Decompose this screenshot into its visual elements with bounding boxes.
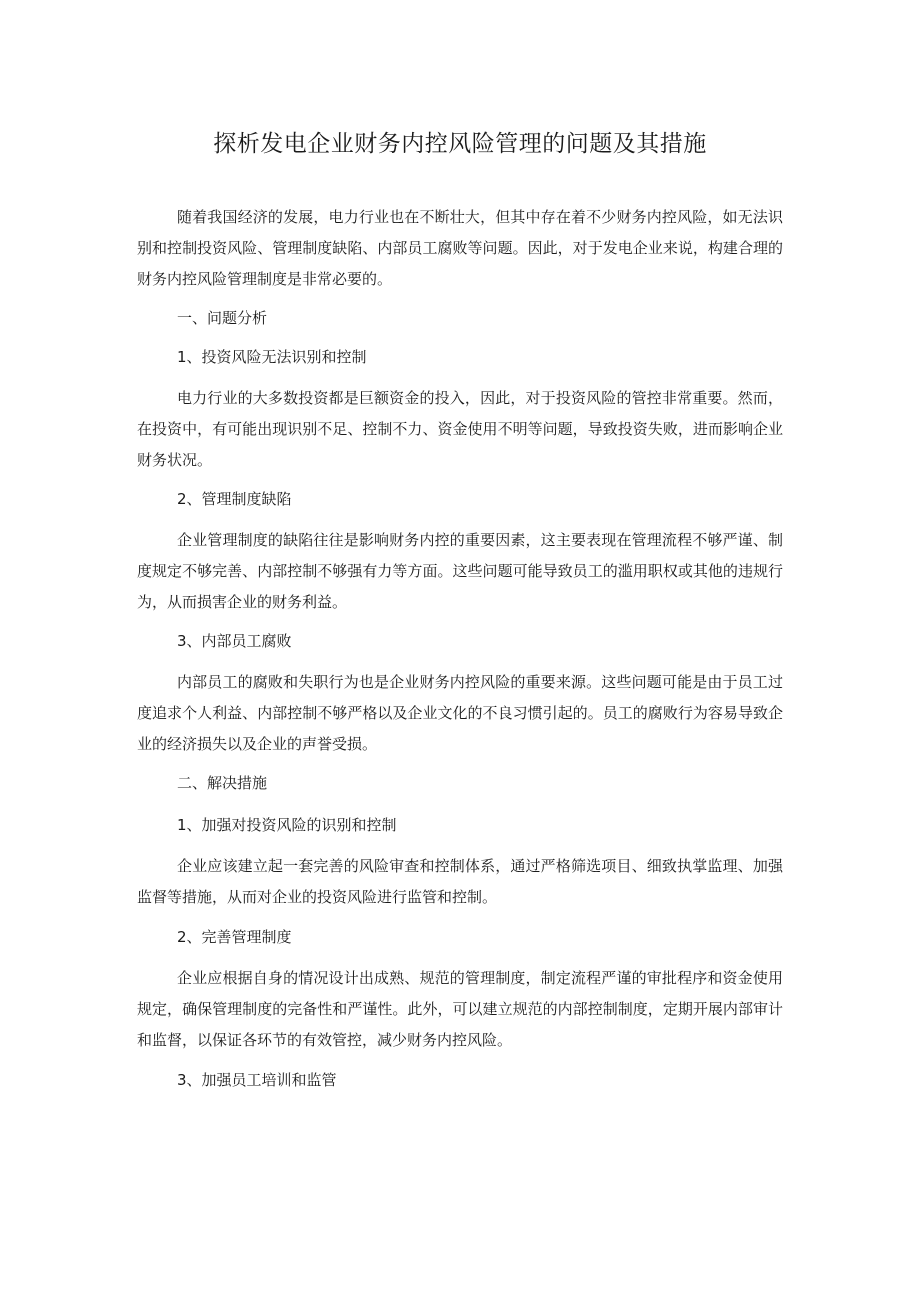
section-1-heading: 一、问题分析 bbox=[177, 309, 268, 327]
section-1-item-3-paragraph: 内部员工的腐败和失职行为也是企业财务内控风险的重要来源。这些问题可能是由于员工过度追求个人利益、内部控制不够严格以及企业文化的不良习惯引起的。员工的腐败行为容易导致企业的经济损失以及企业的声誉受损。 bbox=[137, 673, 783, 753]
section-2-item-3-heading: 3、加强员工培训和监管 bbox=[177, 1071, 337, 1089]
section-2-item-2-paragraph: 企业应根据自身的情况设计出成熟、规范的管理制度，制定流程严谨的审批程序和资金使用规定，确保管理制度的完备性和严谨性。此外，可以建立规范的内部控制制度，定期开展内部审计和监督，以保证各环节的有效管控，减少财务内控风险。 bbox=[137, 969, 783, 1049]
document-title: 探析发电企业财务内控风险管理的问题及其措施 bbox=[213, 131, 707, 157]
section-1-item-2-heading: 2、管理制度缺陷 bbox=[177, 490, 292, 508]
section-2-item-1-heading: 1、加强对投资风险的识别和控制 bbox=[177, 816, 397, 834]
section-1-item-3-heading: 3、内部员工腐败 bbox=[177, 632, 292, 650]
section-1-item-1-heading: 1、投资风险无法识别和控制 bbox=[177, 348, 367, 366]
intro-paragraph: 随着我国经济的发展，电力行业也在不断壮大，但其中存在着不少财务内控风险，如无法识别和控制投资风险、管理制度缺陷、内部员工腐败等问题。因此，对于发电企业来说，构建合理的财务内控风险管理制度是非常必要的。 bbox=[137, 208, 783, 288]
section-1-item-1-paragraph: 电力行业的大多数投资都是巨额资金的投入，因此，对于投资风险的管控非常重要。然而，在投资中，有可能出现识别不足、控制不力、资金使用不明等问题，导致投资失败，进而影响企业财务状况。 bbox=[137, 389, 783, 469]
section-2-heading: 二、解决措施 bbox=[177, 774, 268, 792]
section-2-item-1-paragraph: 企业应该建立起一套完善的风险审查和控制体系，通过严格筛选项目、细致执掌监理、加强监督等措施，从而对企业的投资风险进行监管和控制。 bbox=[137, 857, 783, 906]
section-1-item-2-paragraph: 企业管理制度的缺陷往往是影响财务内控的重要因素，这主要表现在管理流程不够严谨、制度规定不够完善、内部控制不够强有力等方面。这些问题可能导致员工的滥用职权或其他的违规行为，从而损害企业的财务利益。 bbox=[137, 531, 783, 611]
section-2-item-2-heading: 2、完善管理制度 bbox=[177, 928, 292, 946]
